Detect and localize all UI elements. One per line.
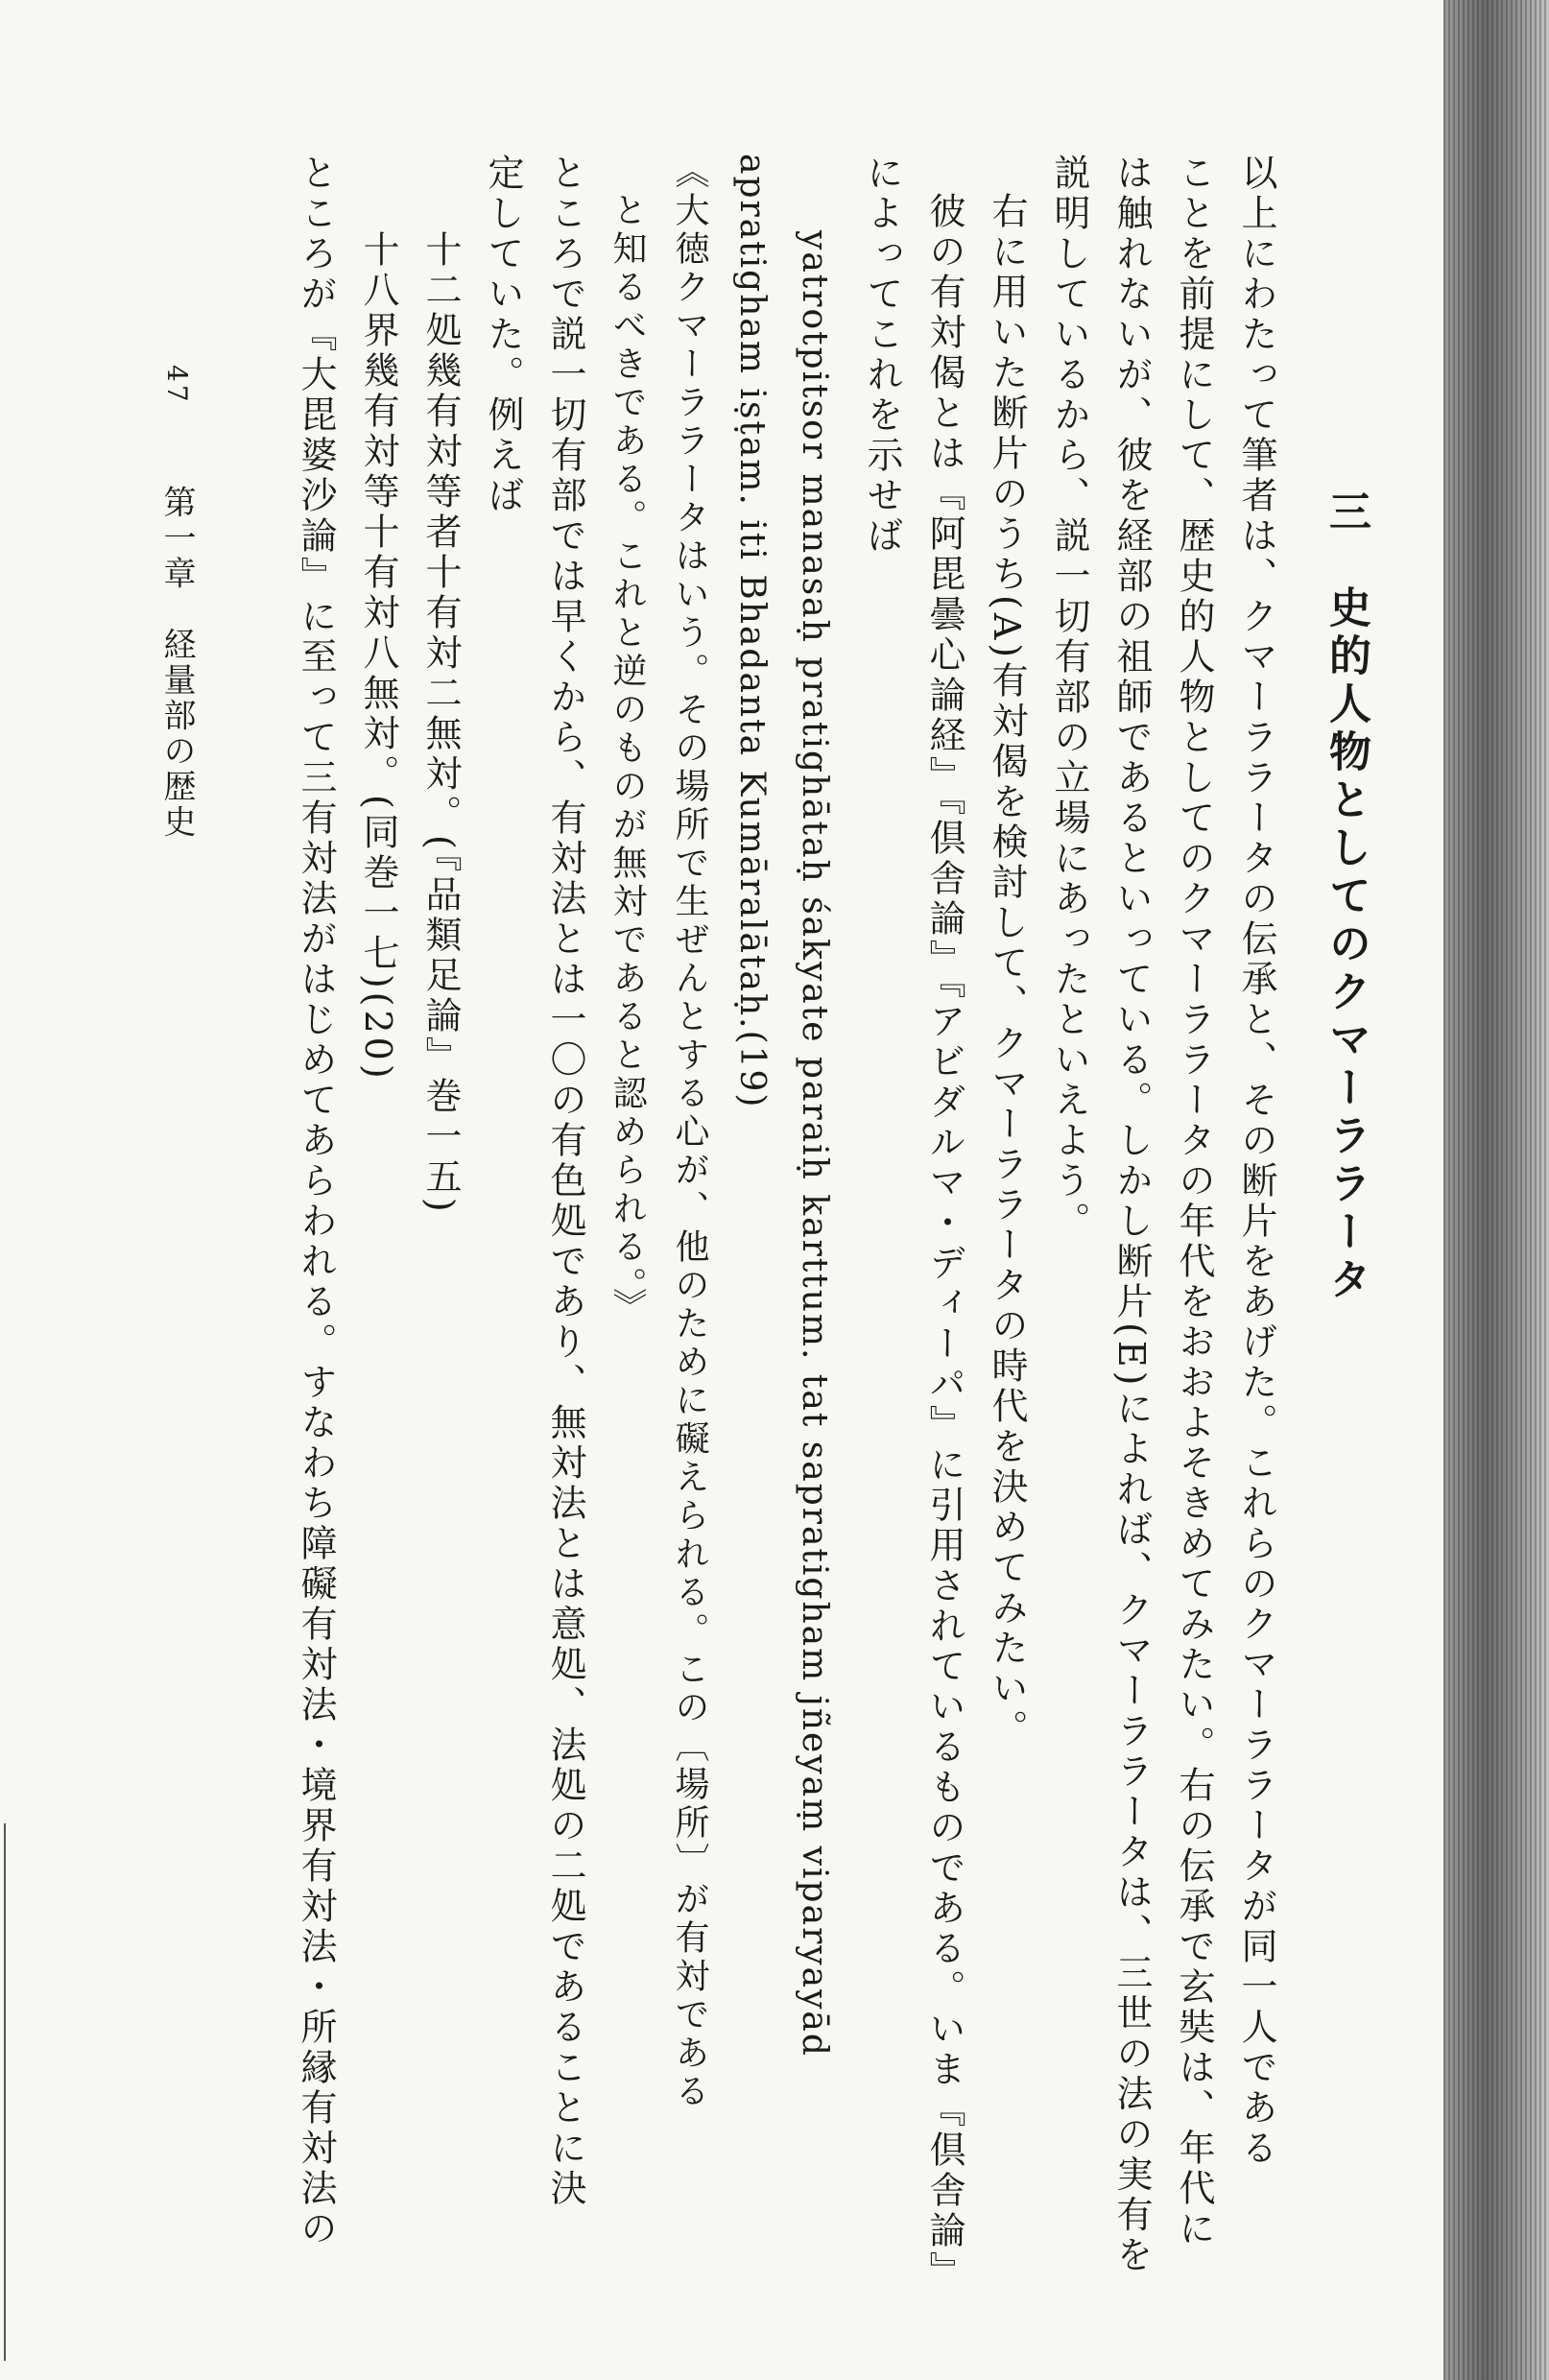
text-column: ことを前提にして、歴史的人物としてのクマーララータの年代をおおよそきめてみたい。右の伝承で玄奘は、年代に	[1173, 154, 1215, 2249]
running-title: 第一章 経量部の歴史	[157, 485, 196, 841]
quotation-line: 十八界幾有対等十有対八無対。(同巻一七)(20)	[357, 230, 399, 1083]
text-column: ところが『大毘婆沙論』に至って三有対法がはじめてあらわれる。すなわち障礙有対法・境界有対法・所縁有対法の	[295, 154, 337, 2249]
running-header	[154, 365, 201, 845]
translation-line: 《大徳クマーララータはいう。その場所で生ぜんとする心が、他のために礙えられる。この〔場所〕が有対である	[670, 154, 709, 2111]
text-column: は触れないが、彼を経部の祖師であるといっている。しかし断片(E)によれば、クマーララータは、三世の法の実有を	[1110, 154, 1153, 2276]
text-column: 右に用いた断片のうち(A)有対偈を検討して、クマーララータの時代を決めてみたい。	[986, 192, 1028, 1750]
sanskrit-line: yatrotpitsor manasaḥ pratighātaḥ śakyate paraiḥ karttum. tat sapratigham jñeyaṃ viparyayād	[795, 230, 834, 2058]
margin-line	[4, 1823, 6, 2361]
page-body	[154, 154, 1449, 2292]
section-title: 三 史的人物としてのクマーララータ	[1322, 489, 1370, 1305]
quotation-line: 十二処幾有対等者十有対二無対。(『品類足論』巻一五)	[419, 230, 462, 1216]
text-column: 以上にわたって筆者は、クマーララータの伝承と、その断片をあげた。これらのクマーララータが同一人である	[1235, 154, 1277, 2169]
page-number: 47	[161, 365, 193, 405]
translation-line: と知るべきである。これと逆のものが無対であると認められる。》	[608, 192, 647, 1326]
page-binding-edge	[1443, 0, 1549, 2380]
text-column: 説明しているから、説一切有部の立場にあったといえよう。	[1048, 154, 1090, 1242]
text-column: によってこれを示せば	[861, 154, 903, 557]
text-column: 彼の有対偈とは『阿毘曇心論経』『倶舎論』『アビダルマ・ディーパ』に引用されているものである。いま『倶舎論』	[923, 192, 965, 2292]
text-column: ところで説一切有部では早くから、有対法とは一〇の有色処であり、無対法とは意処、法処の二処であることに決	[544, 154, 586, 2209]
sanskrit-line: apratigham iṣṭam. iti Bhadanta Kumāralātaḥ.(19)	[732, 154, 772, 1109]
text-column: 定していた。例えば	[482, 154, 524, 516]
